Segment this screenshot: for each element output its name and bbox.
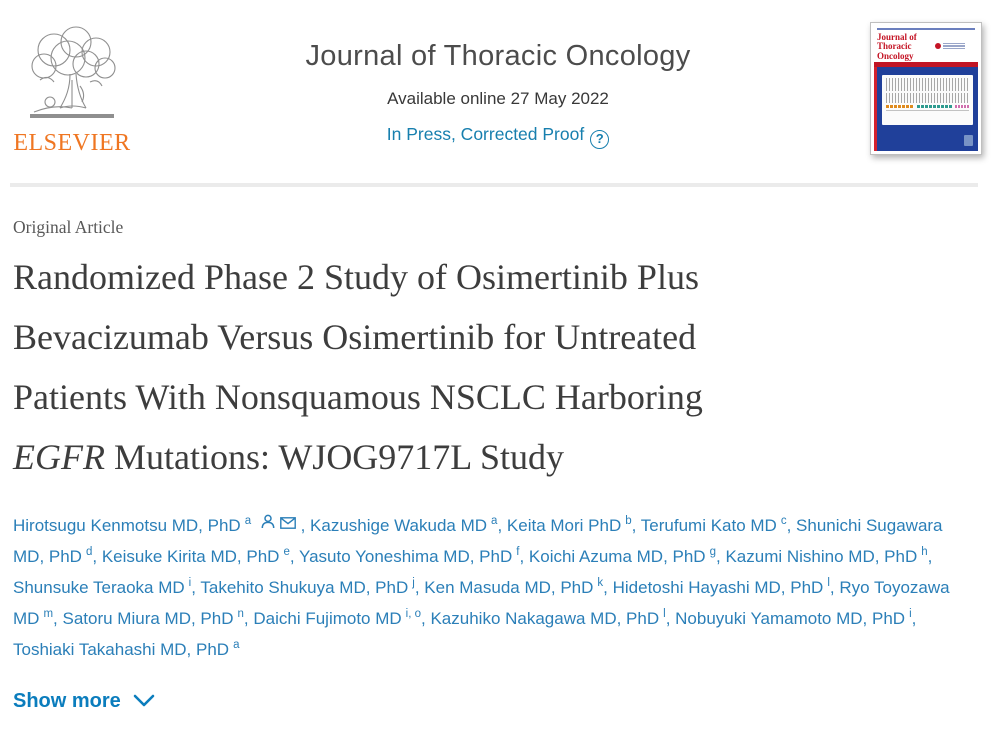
author-link[interactable]: Keisuke Kirita MD, PhD $^e$ [101, 546, 290, 566]
author-affiliation-sup: i [188, 577, 192, 590]
author-link[interactable]: Keita Mori PhD $^b$ [506, 515, 632, 535]
elsevier-wordmark: ELSEVIER [13, 130, 131, 156]
author-affiliation-sup: c [780, 515, 787, 528]
cover-journal-title: Journal of Thoracic Oncology [877, 32, 917, 61]
author-link[interactable]: Kazushige Wakuda MD $^a$ [310, 515, 498, 535]
article-title [13, 247, 981, 487]
journal-header [160, 40, 836, 149]
author-affiliation-sup: k [597, 577, 604, 590]
cover-left-stripe [874, 67, 877, 151]
article-title-line [13, 427, 981, 487]
author-link[interactable]: Yasuto Yoneshima MD, PhD $^f$ [299, 546, 520, 566]
article-title-gene-italic: EGFR [13, 437, 105, 477]
author-link[interactable]: Shunsuke Teraoka MD $^i$ [13, 577, 192, 597]
author-link[interactable]: Shunichi Sugawara MD, PhD $^d$ [13, 516, 943, 566]
author-affiliation-sup: h [921, 546, 928, 559]
article-title-line4-rest: Mutations: WJOG9717L Study [104, 437, 564, 477]
in-press-link[interactable]: In Press, Corrected Proof [386, 124, 585, 144]
journal-cover-art [874, 26, 978, 151]
author-link[interactable]: Ryo Toyozawa MD $^m$ [13, 578, 950, 628]
author-affiliation-sup: i [909, 608, 912, 621]
author-link[interactable]: Toshiaki Takahashi MD, PhD $^a$ [13, 639, 240, 659]
cover-figure-panel [882, 75, 973, 125]
author-link[interactable]: Koichi Azuma MD, PhD $^g$ [528, 546, 716, 566]
article-title-line: Randomized Phase 2 Study of Osimertinib Plus [13, 257, 699, 297]
elsevier-tree-icon [13, 24, 131, 128]
author-link[interactable]: Nobuyuki Yamamoto MD, PhD $^i$ [675, 608, 912, 628]
author-affiliation-sup: d [85, 546, 93, 559]
author-affiliation-sup: a [491, 515, 498, 528]
author-link[interactable]: Daichi Fujimoto MD $^{i, o}$ [253, 608, 422, 628]
author-list: Hirotsugu Kenmotsu MD, PhD $^a$ , Kazushige Wakuda MD $^a$, Keita Mori PhD $^b$, Terufumi Kato MD $^c$, Shunichi Sugawara MD, PhD $^d$, Keisuke Kirita MD, PhD $^e$, Yasuto Yoneshima MD, PhD $^f$, Koichi Azuma MD, PhD $^g$, Kazumi Nishino MD, PhD $^h$, Shunsuke Teraoka MD $^i$, Takehito Shukuya MD, PhD $^j$, Ken Masuda MD, PhD $^k$, Hidetoshi Hayashi MD, PhD $^l$, Ryo Toyozawa MD $^m$, Satoru Miura MD, PhD $^n$, Daichi Fujimoto MD $^{i, o}$, Kazuhiko Nakagawa MD, PhD $^l$, Nobuyuki Yamamoto MD, PhD $^i$, Toshiaki Takahashi MD, PhD $^a$ [13, 515, 950, 659]
author-link[interactable]: Terufumi Kato MD $^c$ [640, 515, 787, 535]
author-affiliation-sup: g [709, 546, 716, 559]
author-affiliation-sup: i, o [405, 608, 422, 621]
chevron-down-icon [133, 690, 155, 713]
article-title-line: Patients With Nonsquamous NSCLC Harboring [13, 377, 703, 417]
author-link[interactable]: Hirotsugu Kenmotsu MD, PhD $^a$ [13, 515, 252, 535]
author-affiliation-sup: m [43, 608, 54, 621]
article-block [13, 217, 981, 713]
cover-publisher-mark-icon [964, 135, 973, 146]
journal-cover-thumbnail[interactable] [870, 22, 982, 155]
author-affiliation-sup: f [516, 546, 520, 559]
author-link[interactable]: Satoru Miura MD, PhD $^n$ [62, 608, 244, 628]
journal-title-link[interactable]: Journal of Thoracic Oncology [305, 40, 691, 72]
show-more-button[interactable] [13, 690, 155, 713]
iaslc-logo [935, 33, 975, 55]
author-affiliation-sup: l [663, 608, 666, 621]
author-link[interactable]: Ken Masuda MD, PhD $^k$ [424, 577, 604, 597]
author-affiliation-sup: a [244, 515, 252, 528]
author-link[interactable]: Kazuhiko Nakagawa MD, PhD $^l$ [430, 608, 666, 628]
article-type-label: Original Article [13, 217, 124, 237]
email-icon[interactable] [280, 514, 296, 533]
author-link[interactable]: Hidetoshi Hayashi MD, PhD $^l$ [612, 577, 830, 597]
author-affiliation-sup: j [412, 577, 415, 590]
author-affiliation-sup: e [283, 546, 290, 559]
cover-tagline-bar [877, 28, 975, 30]
author-link[interactable]: Kazumi Nishino MD, PhD $^h$ [725, 546, 928, 566]
article-title-line: Bevacizumab Versus Osimertinib for Untreated [13, 317, 697, 357]
header-divider [10, 183, 978, 187]
author-affiliation-sup: b [625, 515, 632, 528]
author-affiliation-sup: l [827, 577, 830, 590]
show-more-label: Show more [13, 690, 121, 712]
author-affiliation-sup: a [233, 639, 240, 652]
author-affiliation-sup: n [237, 608, 244, 621]
author-link[interactable]: Takehito Shukuya MD, PhD $^j$ [200, 577, 415, 597]
author-profile-icon[interactable] [261, 514, 275, 533]
available-online-date: Available online 27 May 2022 [387, 89, 609, 108]
help-icon[interactable]: ? [590, 130, 609, 149]
elsevier-logo[interactable] [13, 24, 131, 157]
